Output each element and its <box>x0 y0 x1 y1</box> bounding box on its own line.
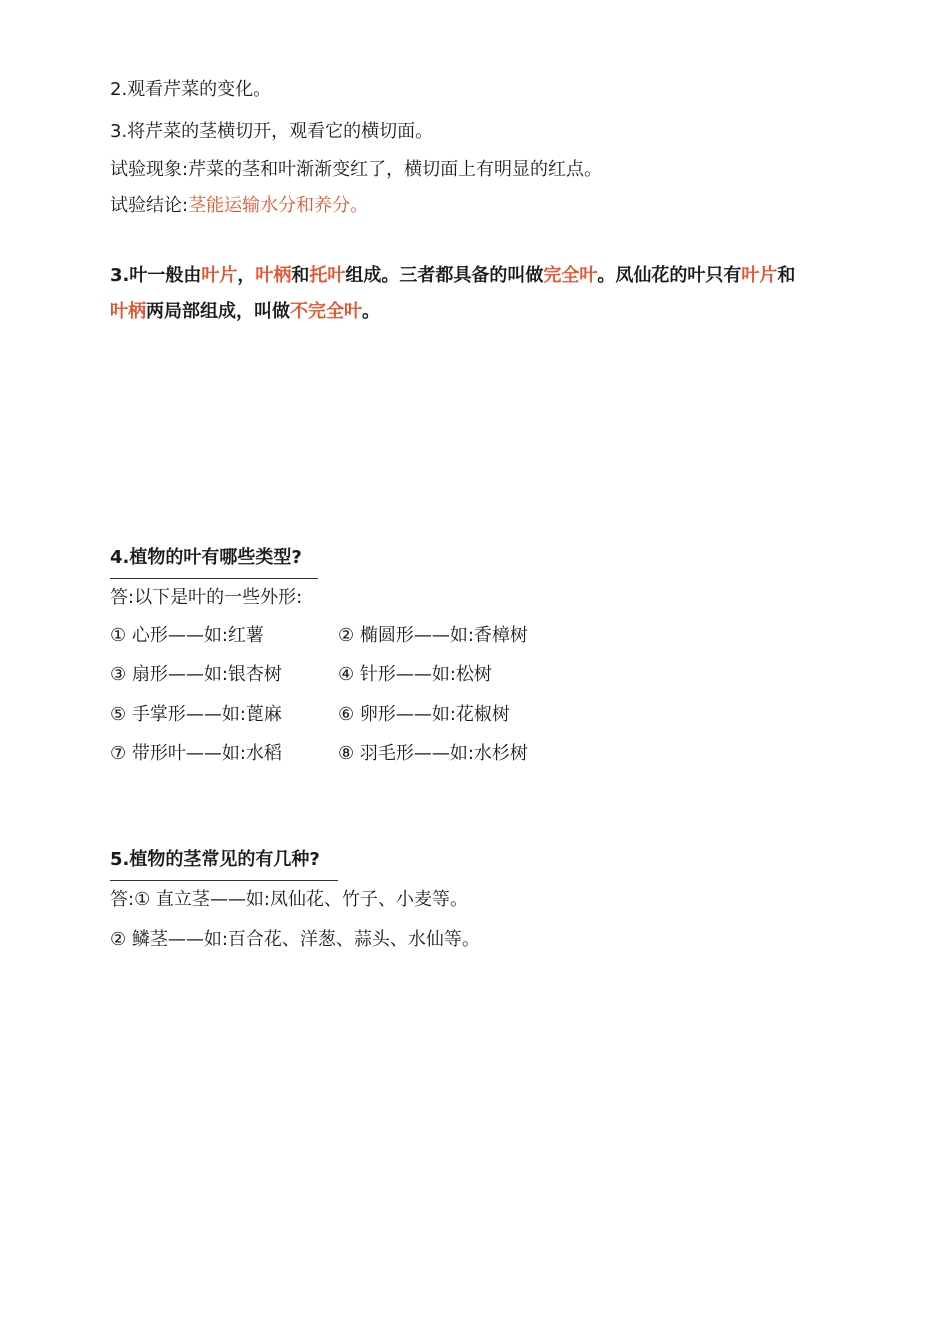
text-part: 。 <box>362 301 380 322</box>
keyword-complete-leaf: 完全叶 <box>543 265 598 286</box>
leaf-shape-item: ⑧ 羽毛形——如:水杉树 <box>338 743 528 764</box>
keyword-stipule: 托叶 <box>309 265 346 286</box>
section-5-heading: 5.植物的茎常见的有几种? <box>110 849 320 870</box>
leaf-shape-item: ⑤ 手掌形——如:蓖麻 <box>110 704 282 725</box>
step-2-text: 2.观看芹菜的变化。 <box>110 79 272 100</box>
leaf-shape-item: ① 心形——如:红薯 <box>110 625 264 646</box>
section-4-heading: 4.植物的叶有哪些类型? <box>110 547 302 568</box>
step-3-text: 3.将芹菜的茎横切开，观看它的横切面。 <box>110 121 434 142</box>
text-part: 和 <box>291 265 310 286</box>
section-5-underline <box>110 880 338 881</box>
text-part: 组成。三者都具备的叫做 <box>345 265 544 286</box>
leaf-shape-item: ⑥ 卵形——如:花椒树 <box>338 704 510 725</box>
conclusion-value: 茎能运输水分和养分。 <box>188 195 369 216</box>
conclusion-label: 试验结论: <box>110 195 189 216</box>
leaf-shape-item: ③ 扇形——如:银杏树 <box>110 664 282 685</box>
leaf-shape-item: ⑦ 带形叶——如:水稻 <box>110 743 282 764</box>
text-part: ， <box>237 265 256 286</box>
experiment-phenomenon: 试验现象:芹菜的茎和叶渐渐变红了，横切面上有明显的红点。 <box>110 159 603 180</box>
keyword-petiole-2: 叶柄 <box>110 301 146 322</box>
keyword-blade: 叶片 <box>201 265 238 286</box>
section-4-underline <box>110 578 318 579</box>
leaf-shape-item: ② 椭圆形——如:香樟树 <box>338 625 528 646</box>
stem-type-answer-2: ② 鳞茎——如:百合花、洋葱、蒜头、水仙等。 <box>110 929 480 950</box>
text-part: 和 <box>777 265 796 286</box>
keyword-petiole: 叶柄 <box>255 265 292 286</box>
text-part: 两局部组成，叫做 <box>146 301 290 322</box>
experiment-conclusion <box>110 194 368 218</box>
leaf-structure-paragraph <box>110 258 850 330</box>
text-part: 。凤仙花的叶只有 <box>597 265 742 286</box>
text-part: 3.叶一般由 <box>110 265 202 286</box>
leaf-shape-item: ④ 针形——如:松树 <box>338 664 492 685</box>
leaf-shapes-intro: 答:以下是叶的一些外形: <box>110 587 303 608</box>
keyword-incomplete-leaf: 不完全叶 <box>290 301 362 322</box>
stem-type-answer-1: 答:① 直立茎——如:凤仙花、竹子、小麦等。 <box>110 889 468 910</box>
keyword-blade-2: 叶片 <box>741 265 778 286</box>
